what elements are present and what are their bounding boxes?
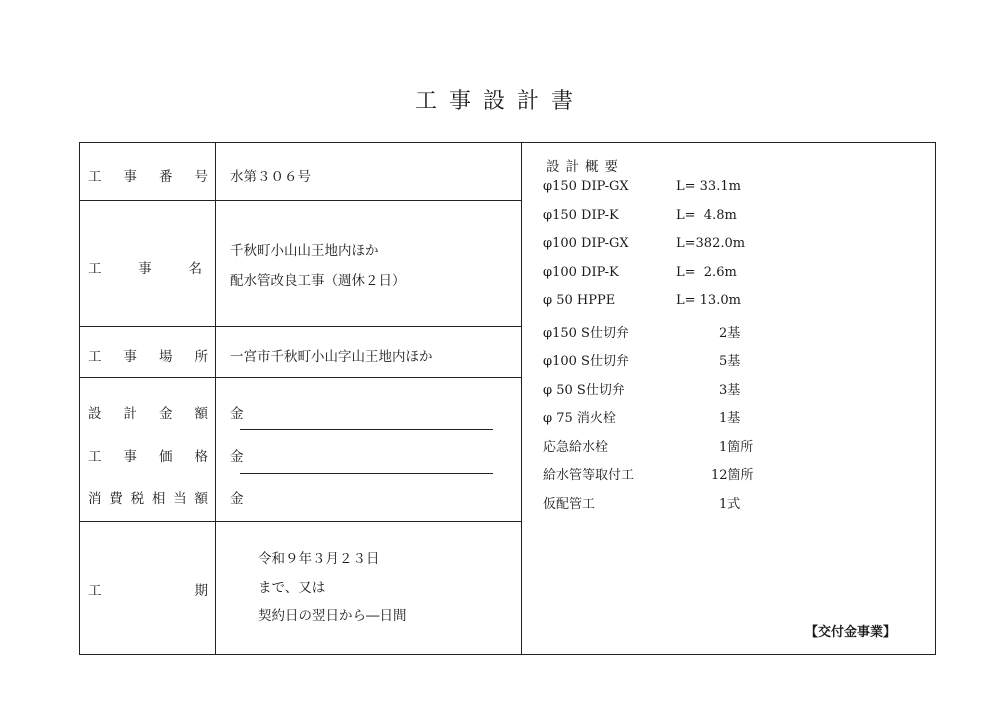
design-summary-item-name: φ150 DIP-GX xyxy=(543,179,629,194)
label-char: 相 xyxy=(151,491,166,507)
label-char: 工 xyxy=(88,349,102,365)
value-construction-site: 一宮市千秋町小山字山王地内ほか xyxy=(230,349,433,365)
label-char: 価 xyxy=(159,449,173,465)
design-summary-item xyxy=(543,179,741,194)
label-char: 工 xyxy=(88,583,102,599)
row-divider xyxy=(80,200,521,201)
design-summary-item xyxy=(543,236,746,251)
value-construction-name-line1: 千秋町小山山王地内ほか xyxy=(230,243,379,259)
design-summary-item-quantity: 12箇所 xyxy=(711,468,754,483)
design-summary-item xyxy=(543,379,741,398)
subsidy-project-tag: 【交付金事業】 xyxy=(805,625,897,640)
design-summary-item-quantity: L=382.0m xyxy=(676,236,746,251)
label-char: 場 xyxy=(159,349,173,365)
label-construction-price xyxy=(88,445,208,465)
label-char: 税 xyxy=(130,491,145,507)
design-summary-item-name: 応急給水栓 xyxy=(543,439,609,455)
design-summary-item-name: 仮配管工 xyxy=(543,496,596,512)
design-summary-item-name: φ150 DIP-K xyxy=(543,207,619,223)
design-summary-item-quantity: 3基 xyxy=(719,382,741,398)
label-construction-name xyxy=(88,257,202,277)
design-summary-item-quantity: L= 33.1m xyxy=(676,179,741,194)
value-construction-number: 水第３０６号 xyxy=(230,169,311,185)
label-char: 事 xyxy=(123,169,137,185)
design-summary-heading: 設計概要 xyxy=(546,159,624,175)
label-char: 事 xyxy=(138,261,152,277)
design-summary-item xyxy=(543,407,741,426)
label-construction-period xyxy=(88,579,208,599)
design-summary-item-quantity: L= 2.6m xyxy=(676,264,737,280)
design-summary-item xyxy=(543,350,741,369)
value-period-line2: まで、又は xyxy=(258,580,326,596)
label-char: 名 xyxy=(188,261,202,277)
label-char: 設 xyxy=(88,406,102,422)
design-table xyxy=(79,142,936,655)
label-char: 当 xyxy=(173,491,187,507)
design-summary-item xyxy=(543,322,741,341)
design-summary-item xyxy=(543,493,741,512)
design-summary-item xyxy=(543,464,754,483)
design-summary-item-name: φ 50 S仕切弁 xyxy=(543,382,625,398)
label-char: 番 xyxy=(159,169,173,185)
label-char: 工 xyxy=(88,169,102,185)
design-summary-item-name: φ100 DIP-GX xyxy=(543,236,629,251)
label-char: 号 xyxy=(194,169,208,185)
design-amount-blank-line xyxy=(240,429,493,430)
label-char: 工 xyxy=(88,261,102,277)
row-divider xyxy=(80,326,521,327)
design-summary-item-quantity: 2基 xyxy=(719,325,741,341)
design-summary-item-quantity: 1式 xyxy=(719,496,741,512)
document-title: 工事設計書 xyxy=(414,89,585,114)
value-design-amount-prefix: 金 xyxy=(230,406,244,422)
label-char: 工 xyxy=(88,449,102,465)
design-summary-item-name: φ 50 HPPE xyxy=(543,293,616,308)
row-divider xyxy=(80,377,521,378)
design-summary-item-name: φ100 DIP-K xyxy=(543,264,619,280)
design-summary-item-quantity: L= 13.0m xyxy=(676,293,741,308)
label-char: 事 xyxy=(123,349,137,365)
design-summary-item-name: φ100 S仕切弁 xyxy=(543,354,629,369)
summary-column-divider xyxy=(521,143,522,654)
value-construction-name-line2: 配水管改良工事（週休２日） xyxy=(230,273,406,289)
design-summary-item xyxy=(543,293,741,308)
design-summary-item xyxy=(543,436,754,455)
label-char: 消 xyxy=(88,491,102,507)
label-char: 金 xyxy=(159,406,173,422)
label-construction-number xyxy=(88,165,208,185)
label-column-divider xyxy=(215,143,216,654)
design-summary-item-quantity: 1基 xyxy=(719,411,741,426)
label-char: 費 xyxy=(109,491,123,507)
label-char: 所 xyxy=(194,349,208,365)
design-summary-item-name: 給水管等取付工 xyxy=(543,468,635,483)
value-construction-price-prefix: 金 xyxy=(230,449,244,465)
label-char: 期 xyxy=(194,583,208,599)
design-summary-item-quantity: L= 4.8m xyxy=(676,207,737,223)
label-char: 額 xyxy=(194,406,208,422)
design-summary-item-quantity: 5基 xyxy=(719,354,741,369)
row-divider xyxy=(80,521,521,522)
value-period-line3: 契約日の翌日から―日間 xyxy=(258,608,407,624)
design-summary-item xyxy=(543,207,737,223)
label-char: 格 xyxy=(194,449,208,465)
label-char: 額 xyxy=(194,491,208,507)
construction-price-blank-line xyxy=(240,473,493,474)
design-summary-item xyxy=(543,264,737,280)
label-consumption-tax xyxy=(88,487,208,507)
design-summary-item-name: φ 75 消火栓 xyxy=(543,411,616,426)
design-summary-item-name: φ150 S仕切弁 xyxy=(543,325,629,341)
label-char: 事 xyxy=(123,449,137,465)
label-design-amount xyxy=(88,402,208,422)
label-char: 計 xyxy=(123,406,137,422)
design-summary-item-quantity: 1箇所 xyxy=(719,439,754,455)
value-consumption-tax-prefix: 金 xyxy=(230,491,244,507)
label-construction-site xyxy=(88,345,208,365)
value-period-line1: 令和９年３月２３日 xyxy=(258,551,380,567)
